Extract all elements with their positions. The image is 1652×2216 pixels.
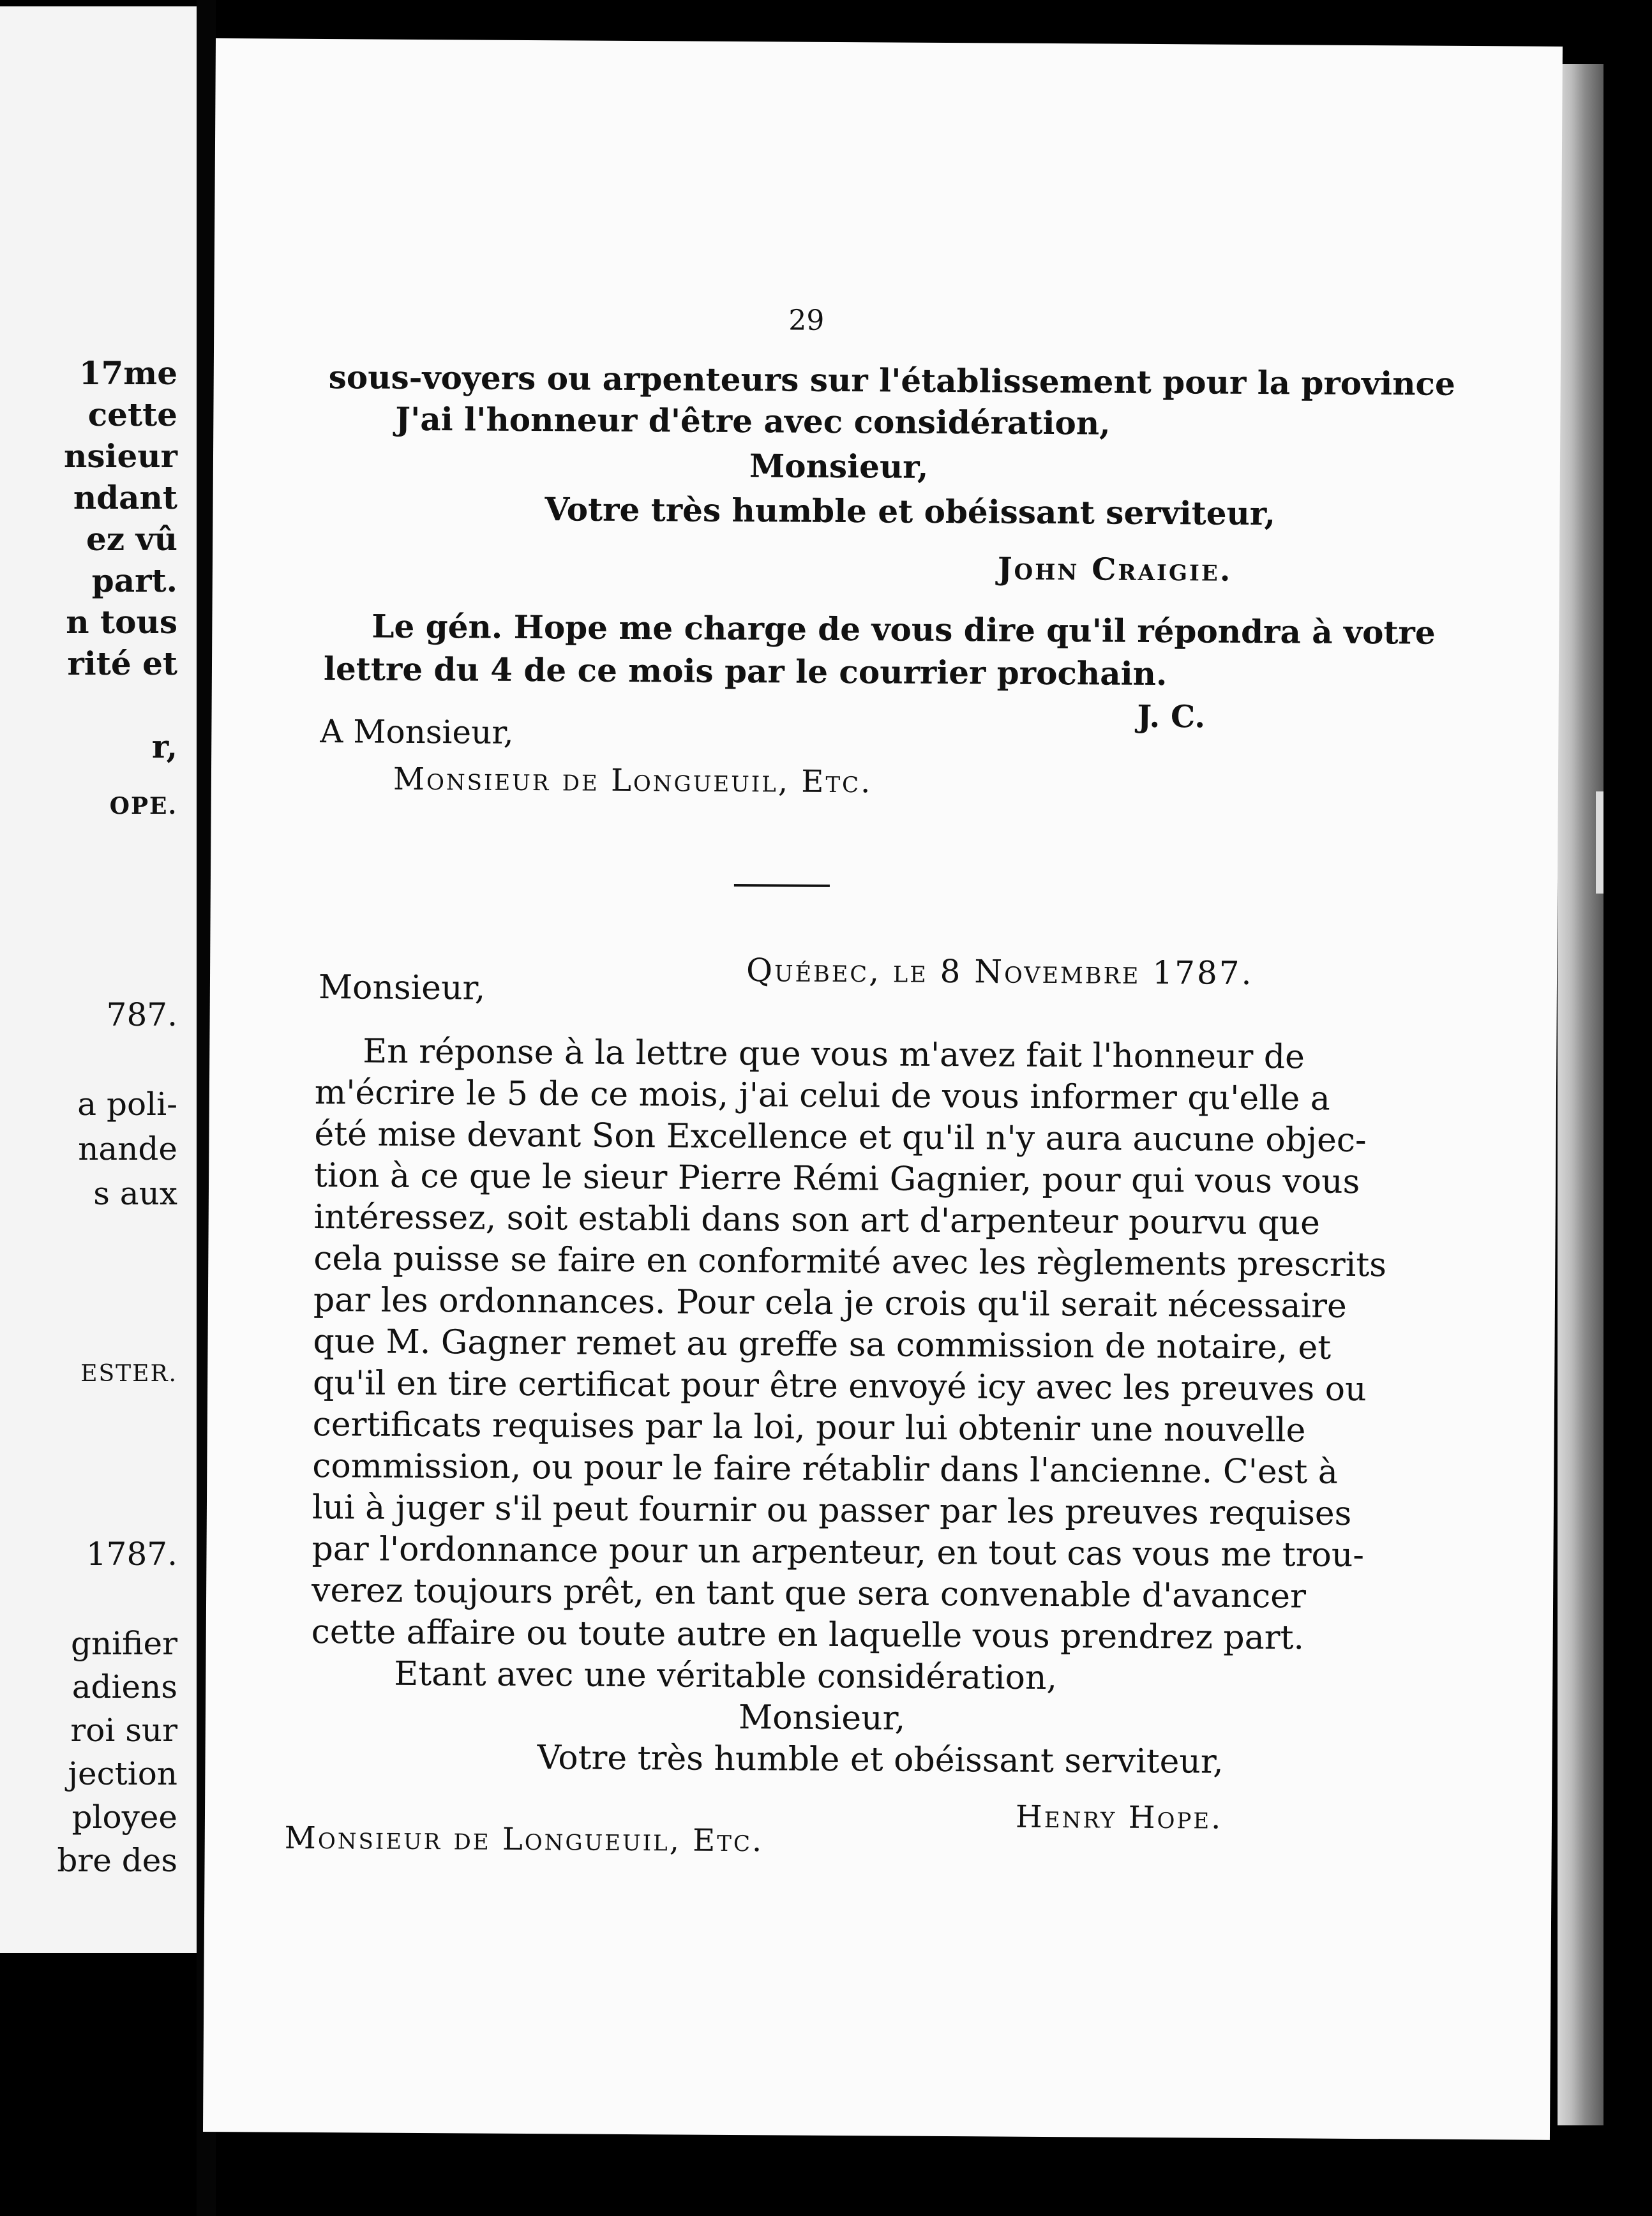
left-fragment: bre des [57, 1842, 177, 1879]
left-fragment: nsieur [63, 437, 177, 475]
left-fragment: gnifier [70, 1625, 177, 1662]
left-page [0, 6, 197, 1953]
left-fragment: r, [151, 728, 177, 765]
left-fragment: rité et [67, 645, 177, 682]
left-fragment: adiens [71, 1668, 177, 1705]
body-line: commission, ou pour le faire rétablir dans l'ancienne. C'est à [312, 1446, 1338, 1492]
body-line: lui à juger s'il peut fournir ou passer par les preuves requises [312, 1488, 1352, 1533]
page-stack-edge [1558, 64, 1603, 2125]
left-fragment: jection [68, 1755, 177, 1792]
left-fragment: n tous [66, 603, 177, 641]
letter1-line: Monsieur, [749, 447, 929, 486]
body-line: été mise devant Son Excellence et qu'il n'y aura aucune objec- [314, 1114, 1367, 1160]
page-marker [1596, 791, 1603, 894]
body-line: cette affaire ou toute autre en laquelle vous prendrez part. [311, 1612, 1305, 1658]
salutation: Monsieur, [318, 968, 486, 1008]
left-fragment: ployee [71, 1799, 177, 1836]
left-fragment: cette [87, 396, 177, 433]
address-line: A Monsieur, [320, 713, 514, 751]
left-fragment: part. [91, 562, 177, 599]
body-line: m'écrire le 5 de ce mois, j'ai celui de vous informer qu'elle a [314, 1073, 1330, 1118]
left-fragment: ESTER. [80, 1361, 177, 1387]
left-fragment: 17me [79, 354, 177, 392]
left-fragment: s aux [93, 1175, 177, 1212]
section-divider [734, 884, 830, 887]
body-line: cela puisse se faire en conformité avec les règlements prescrits [313, 1239, 1387, 1285]
letter1-line: Votre très humble et obéissant serviteur, [544, 490, 1276, 533]
body-line: qu'il en tire certificat pour être envoyé icy avec les preuves ou [312, 1363, 1367, 1409]
closing-line: Etant avec une véritable considération, [394, 1654, 1058, 1698]
letter1-line: J'ai l'honneur d'être avec considération, [395, 400, 1111, 442]
letter2-addressee: Monsieur de Longueuil, Etc. [284, 1820, 764, 1859]
left-fragment: a poli- [77, 1086, 177, 1123]
left-fragment: ez vû [86, 520, 177, 558]
body-line: En réponse à la lettre que vous m'avez fait l'honneur de [363, 1032, 1305, 1077]
page-number: 29 [788, 304, 825, 337]
body-line: par les ordonnances. Pour cela je crois qu'il serait nécessaire [313, 1280, 1347, 1326]
body-line: verez toujours prêt, en tant que sera convenable d'avancer [311, 1571, 1307, 1616]
body-line: que M. Gagner remet au greffe sa commission de notaire, et [313, 1322, 1332, 1367]
dateline: Québec, le 8 Novembre 1787. [746, 952, 1254, 992]
body-line: intéressez, soit establi dans son art d'arpenteur pourvu que [313, 1197, 1321, 1243]
addressee: Monsieur de Longueuil, Etc. [393, 761, 873, 800]
postscript-line: lettre du 4 de ce mois par le courrier prochain. [323, 650, 1168, 693]
letter2-signature: Henry Hope. [1015, 1799, 1223, 1836]
left-fragment: ndant [73, 479, 177, 516]
closing-line: Monsieur, [738, 1698, 906, 1738]
body-line: tion à ce que le sieur Pierre Rémi Gagnier, pour qui vous vous [313, 1156, 1360, 1201]
left-fragment: OPE. [109, 793, 177, 820]
body-line: certificats requises par la loi, pour lui obtenir une nouvelle [312, 1405, 1306, 1450]
postscript-initials: J. C. [1137, 698, 1206, 735]
left-fragment: 787. [106, 996, 177, 1033]
body-line: par l'ordonnance pour un arpenteur, en tout cas vous me trou- [312, 1529, 1365, 1575]
closing-line: Votre très humble et obéissant serviteur, [537, 1739, 1224, 1781]
left-fragment: nande [78, 1130, 177, 1167]
right-page [203, 38, 1563, 2140]
left-fragment: 1787. [86, 1536, 177, 1573]
letter1-signature: John Craigie. [997, 551, 1233, 588]
postscript-line: Le gén. Hope me charge de vous dire qu'il répondra à votre [372, 607, 1436, 652]
letter1-line: sous-voyers ou arpenteurs sur l'établissement pour la province [328, 358, 1455, 403]
left-fragment: roi sur [70, 1712, 177, 1749]
